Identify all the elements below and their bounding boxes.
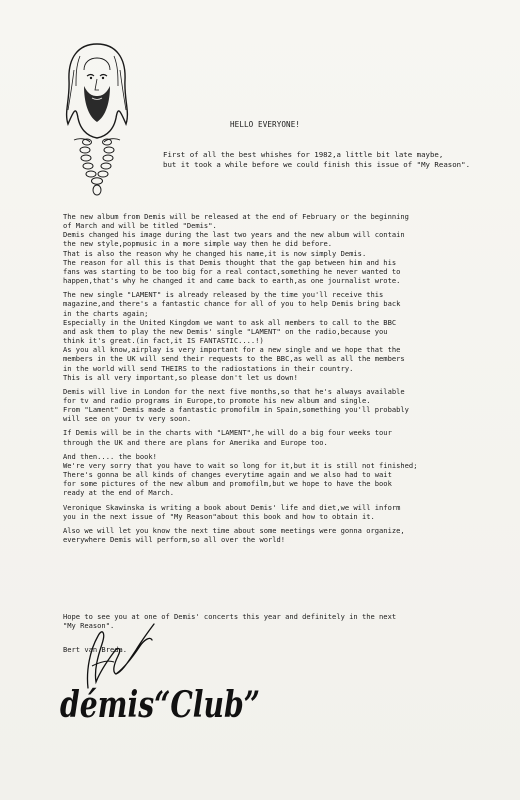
text-line: ready at the end of March. (63, 488, 175, 498)
text-line: There's gonna be all kinds of changes everytime again and we also had to wait (63, 470, 392, 480)
text-line: fans was starting to be too big for a real contact,something he never wanted to (63, 266, 401, 276)
paragraph-single (63, 290, 513, 382)
text-line: This is all very important,so please don't let us down! (63, 372, 298, 382)
text-line: for tv and radio programs in Europe,to promote his new album and single. (63, 395, 371, 405)
text-line: you in the next issue of "My Reason"about this book and how to obtain it. (63, 511, 375, 521)
text-line: Demis changed his image during the last two years and the new album will contain (63, 230, 405, 240)
text-line: in the charts again; (63, 308, 149, 318)
text-line: If Demis will be in the charts with "LAMENT",he will do a big four weeks tour (63, 428, 392, 438)
text-line: Especially in the United Kingdom we want to ask all members to call to the BBC (63, 317, 397, 327)
text-line: From "Lament" Demis made a fantastic promofilm in Spain,something you'll probably (63, 405, 409, 415)
paragraph-veronique (63, 503, 513, 521)
text-line: but it took a while before we could finish this issue of "My Reason". (163, 160, 471, 169)
text-line: The new album from Demis will be released at the end of February or the beginning (63, 212, 409, 221)
text-line: happen,that's why he changed it and came back to earth,as one journalist wrote. (63, 276, 401, 286)
text-line: think it's great.(in fact,it IS FANTASTIC....!) (63, 336, 264, 346)
text-line: "My Reason". (63, 621, 115, 631)
text-line: And then.... the book! (63, 451, 157, 461)
text-line: The new single "LAMENT" is already released by the time you'll receive this (63, 290, 384, 300)
text-line: for some pictures of the new album and promofilm,but we hope to have the book (63, 479, 392, 489)
text-line: We're very sorry that you have to wait so long for it,but it is still not finished; (63, 460, 418, 470)
text-line: the new style,popmusic in a more simple way then he did before. (63, 239, 333, 249)
demis-club-logo (58, 675, 268, 730)
text-line: First of all the best whishes for 1982,a little bit late maybe, (163, 150, 444, 159)
text-line: That is also the reason why he changed his name,it is now simply Demis. (63, 248, 367, 258)
text-line: in the world will send THEIRS to the radiostations in their country. (63, 363, 354, 373)
text-line: will see on your tv very soon. (63, 414, 192, 424)
text-line: Also we will let you know the next time about some meetings were gonna organize, (63, 525, 405, 535)
text-line: and ask them to play the new Demis' single "LAMENT" on the radio,because you (63, 326, 388, 336)
greeting-heading: HELLO EVERYONE! (230, 120, 301, 129)
letter-body (63, 212, 513, 549)
demis-portrait-illustration (60, 40, 134, 200)
text-line: Demis will live in London for the next five months,so that he's always available (63, 386, 405, 396)
text-line: As you all know,airplay is very important for a new single and we hope that the (63, 345, 401, 355)
text-line: members in the UK will send their requests to the BBC,as well as all the members (63, 354, 405, 364)
paragraph-london (63, 387, 513, 424)
svg-text:démis“Club”: démis“Club” (60, 684, 260, 726)
paragraph-meetings (63, 526, 513, 544)
text-line: The reason for all this is that Demis thought that the gap between him and his (63, 257, 397, 267)
text-line: magazine,and there's a fantastic chance for all of you to help Demis bring back (63, 299, 401, 309)
paragraph-book (63, 452, 513, 498)
paragraph-tour (63, 428, 513, 446)
intro-paragraph (163, 150, 513, 170)
signer-name: Bert van Breda. (63, 645, 128, 654)
text-line: everywhere Demis will perform,so all over the world! (63, 535, 286, 544)
paragraph-album (63, 212, 513, 285)
text-line: through the UK and there are plans for Amerika and Europe too. (63, 437, 328, 447)
text-line: Hope to see you at one of Demis' concerts this year and definitely in the next (63, 612, 397, 621)
text-line: Veronique Skawinska is writing a book about Demis' life and diet,we will inform (63, 502, 401, 512)
text-line: of March and will be titled "Demis". (63, 221, 217, 231)
